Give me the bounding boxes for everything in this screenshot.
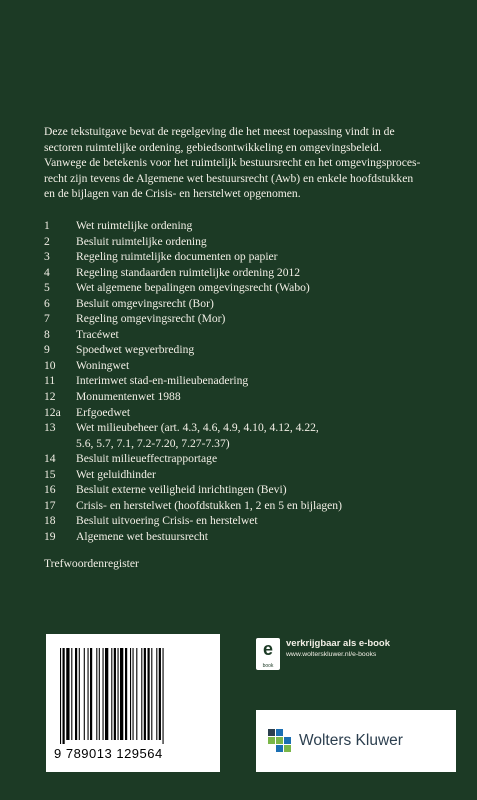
- barcode-bar: [130, 648, 131, 740]
- toc-number: 19: [44, 529, 56, 543]
- publisher-emblem-icon: [268, 729, 292, 753]
- toc-number: 14: [44, 452, 56, 466]
- barcode-bar: [163, 648, 164, 744]
- toc-number: 12: [44, 390, 56, 404]
- toc-item: [44, 234, 444, 250]
- toc-item: [44, 420, 444, 436]
- toc-title: Woningwet: [76, 358, 130, 372]
- toc-item: [44, 296, 444, 312]
- toc-number: 7: [44, 312, 50, 326]
- toc-item: [44, 498, 444, 514]
- barcode-bar: [144, 648, 146, 740]
- barcode-digits: 9 789013 129564: [54, 746, 163, 761]
- toc-title-continuation: 5.6, 5.7, 7.1, 7.2-7.20, 7.27-7.37): [76, 436, 230, 450]
- toc-item: [44, 373, 444, 389]
- toc-item: [44, 342, 444, 358]
- barcode-bar: [60, 648, 61, 744]
- ebook-title: verkrijgbaar als e-book: [286, 638, 391, 649]
- toc-title: Regeling omgevingsrecht (Mor): [76, 312, 226, 326]
- toc-title: Besluit milieueffectrapportage: [76, 452, 218, 466]
- intro-line: Deze tekstuitgave bevat de regelgeving die het meest toepassing vindt in de: [44, 125, 395, 138]
- barcode-bar: [136, 648, 137, 740]
- toc-item: [44, 358, 444, 374]
- toc-number: 5: [44, 281, 50, 295]
- toc-number: 2: [44, 234, 50, 248]
- toc-title: Wet milieubeheer (art. 4.3, 4.6, 4.9, 4.10, 4.12, 4.22,: [76, 421, 319, 435]
- toc-item: [44, 513, 444, 529]
- index-label: Trefwoordenregister: [44, 557, 139, 570]
- toc-number: 4: [44, 265, 50, 279]
- toc-title: Regeling standaarden ruimtelijke ordening 2012: [76, 265, 301, 279]
- toc-number: 16: [44, 483, 56, 497]
- toc-title: Wet geluidhinder: [76, 467, 156, 481]
- ebook-icon: [256, 638, 280, 670]
- toc-item: [44, 327, 444, 343]
- toc-title: Wet ruimtelijke ordening: [76, 219, 193, 232]
- toc-title: Wet algemene bepalingen omgevingsrecht (Wabo): [76, 281, 310, 295]
- barcode-bar: [71, 648, 72, 740]
- toc-item: [44, 405, 444, 421]
- toc-title: Besluit ruimtelijke ordening: [76, 234, 207, 248]
- ebook-url: www.wolterskluwer.nl/e-books: [286, 651, 377, 658]
- barcode-bar: [88, 648, 89, 740]
- barcode-bar: [90, 648, 92, 740]
- barcode-bar: [99, 648, 100, 740]
- toc-number: 15: [44, 467, 56, 481]
- toc-title: Regeling ruimtelijke documenten op papier: [76, 250, 278, 264]
- barcode-bar: [79, 648, 80, 740]
- barcode-bar: [148, 648, 150, 740]
- toc-number: 13: [44, 421, 56, 435]
- barcode-bar: [111, 648, 112, 740]
- barcode-bar: [84, 648, 85, 740]
- toc-number: 12a: [44, 405, 61, 419]
- toc-number: 17: [44, 498, 56, 512]
- toc-title: Spoedwet wegverbreding: [76, 343, 195, 357]
- barcode-bar: [103, 648, 104, 740]
- toc-item: [44, 482, 444, 498]
- toc-number: 10: [44, 358, 56, 372]
- toc-item: [44, 389, 444, 405]
- barcode-bar: [118, 648, 119, 740]
- intro-line: recht zijn tevens de Algemene wet bestuursrecht (Awb) en enkele hoofdstukken: [44, 171, 414, 185]
- toc-number: 1: [44, 219, 50, 232]
- toc-title: Algemene wet bestuursrecht: [76, 529, 208, 543]
- toc-number: 18: [44, 514, 56, 528]
- toc-number: 9: [44, 343, 50, 357]
- toc-item: [44, 218, 444, 234]
- publisher-logo: [256, 710, 456, 772]
- toc-item: [44, 249, 444, 265]
- barcode-bar: [75, 648, 77, 740]
- intro-line: en de bijlagen van de Crisis- en herstelwet opgenomen.: [44, 187, 301, 201]
- toc-item: [44, 311, 444, 327]
- toc-title: Besluit uitvoering Crisis- en herstelwet: [76, 514, 258, 528]
- barcode-bar: [96, 648, 97, 740]
- barcode-bar: [159, 648, 161, 740]
- barcode-bar: [105, 648, 108, 740]
- barcode-bar: [66, 648, 69, 740]
- toc-number: 3: [44, 250, 50, 264]
- toc-item: [44, 467, 444, 483]
- barcode-bars: [58, 648, 208, 744]
- barcode-bar: [133, 648, 134, 740]
- toc-item: [44, 529, 444, 545]
- ebook-notice: [256, 638, 390, 670]
- toc-title: Besluit omgevingsrecht (Bor): [76, 296, 214, 310]
- barcode-bar: [125, 648, 127, 740]
- barcode-bar: [63, 648, 65, 744]
- barcode-bar: [114, 648, 116, 740]
- toc-number: 6: [44, 296, 50, 310]
- intro-text: [44, 124, 444, 202]
- toc-item: [44, 451, 444, 467]
- ebook-icon-label: book: [262, 663, 274, 669]
- barcode: [46, 634, 220, 772]
- intro-line: Vanwege de betekenis voor het ruimtelijk bestuursrecht en het omgevingsproces-: [44, 156, 421, 170]
- barcode-bar: [120, 648, 123, 740]
- barcode-bar: [141, 648, 142, 740]
- toc-title: Tracéwet: [76, 327, 119, 341]
- toc-title: Crisis- en herstelwet (hoofdstukken 1, 2 en 5 en bijlagen): [76, 498, 342, 512]
- ebook-icon-letter: e: [262, 639, 273, 659]
- toc-number: 8: [44, 327, 50, 341]
- toc-item: [44, 265, 444, 281]
- toc-title: Erfgoedwet: [76, 405, 131, 419]
- toc-title: Interimwet stad-en-milieubenadering: [76, 374, 249, 388]
- contents-list: [44, 218, 444, 544]
- toc-title: Besluit externe veiligheid inrichtingen (Bevi): [76, 483, 287, 497]
- barcode-bar: [156, 648, 157, 740]
- barcode-bar: [151, 648, 152, 740]
- toc-title: Monumentenwet 1988: [76, 390, 181, 404]
- publisher-name: Wolters Kluwer: [299, 732, 403, 749]
- toc-number: 11: [44, 374, 56, 388]
- intro-line: sectoren ruimtelijke ordening, gebiedsontwikkeling en omgevingsbeleid.: [44, 140, 382, 154]
- toc-item: [44, 280, 444, 296]
